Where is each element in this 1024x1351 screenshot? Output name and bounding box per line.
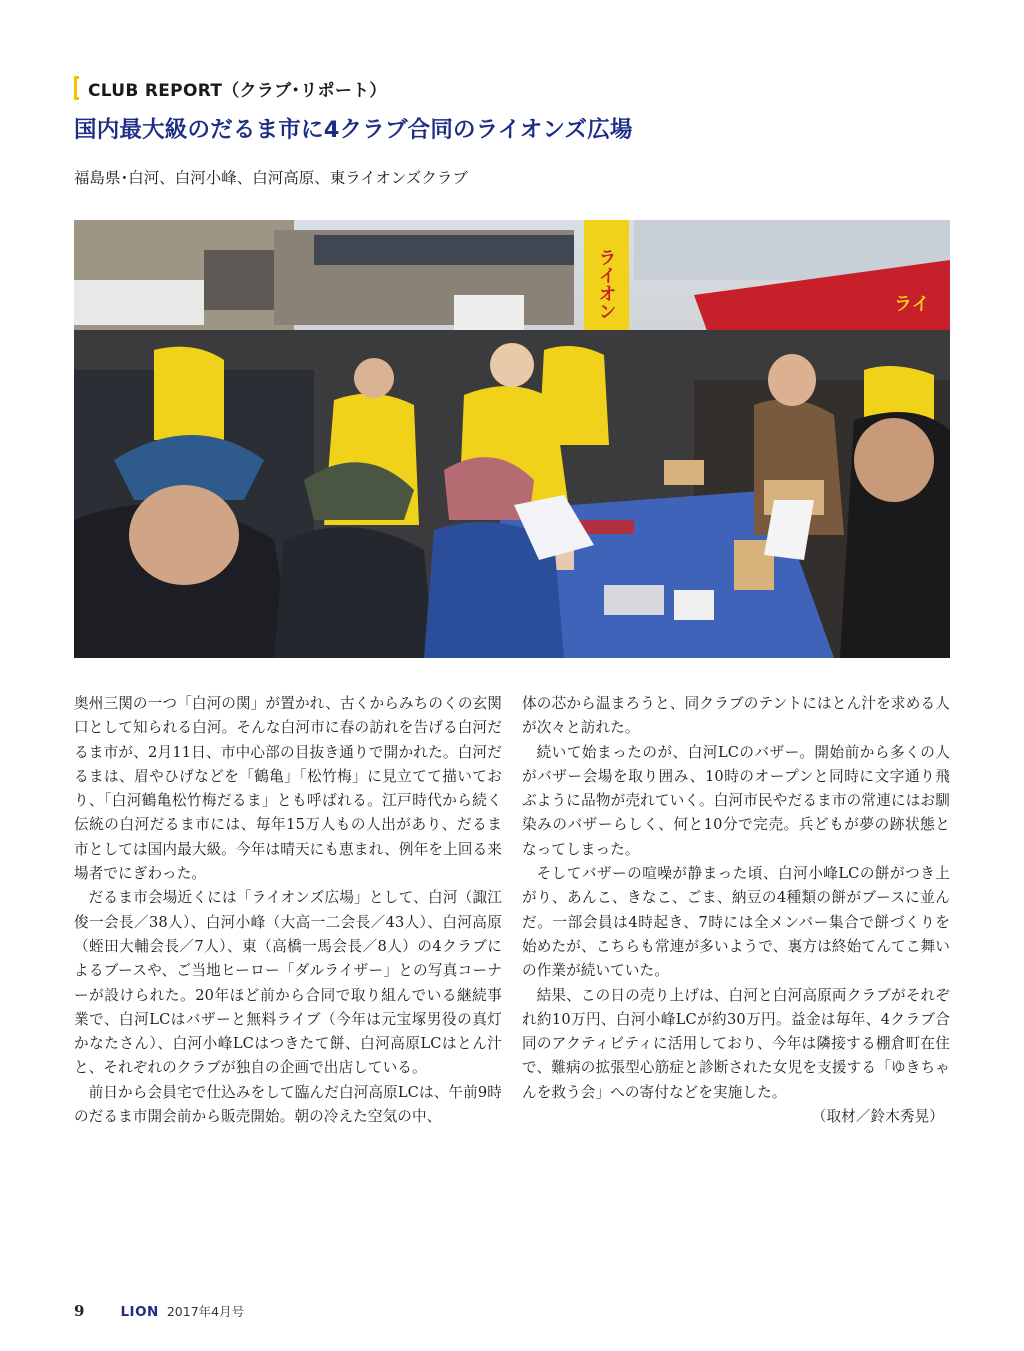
article-header <box>74 74 954 188</box>
photo-illustration <box>74 220 950 658</box>
issue-date: 2017年4月号 <box>166 1304 245 1319</box>
bracket-mark-icon <box>74 76 79 100</box>
article-left-column <box>74 692 502 1129</box>
article-photo <box>74 220 950 658</box>
paragraph: だるま市会場近くには「ライオンズ広場」として、白河（諏江俊一会長／38人）、白河小峰（大高一二会長／43人）、白河高原（蛭田大輔会長／7人）、東（高橋一馬会長／8人）の4クラブによるブースや、ご当地ヒーロー「ダルライザー」との写真コーナーが設けられた。20年ほど前から合同で取り組んでいる継続事業で、白河LCはバザーと無料ライブ（今年は元宝塚男役の真灯かなたさん）、白河小峰LCはつきたて餅、白河高原LCはとん汁と、それぞれのクラブが独自の企画で出店している。 <box>74 889 502 1077</box>
paragraph: 体の芯から温まろうと、同クラブのテントにはとん汁を求める人が次々と訪れた。 <box>522 695 950 737</box>
paragraph: 結果、この日の売り上げは、白河と白河高原両クラブがそれぞれ約10万円、白河小峰LCが約30万円。益金は毎年、4クラブ合同のアクティビティに活用しており、今年は隣接する棚倉町在住で、難病の拡張型心筋症と診断された女児を支援する「ゆきちゃんを救う会」への寄付などを実施した。 <box>522 986 950 1101</box>
paragraph: 奥州三関の一つ「白河の関」が置かれ、古くからみちのくの玄関口として知られる白河。そんな白河市に春の訪れを告げる白河だるま市が、2月11日、市中心部の目抜き通りで開かれた。白河だるまは、眉やひげなどを「鶴亀」「松竹梅」に見立てて描いており、「白河鶴亀松竹梅だるま」とも呼ばれる。江戸時代から続く伝統の白河だるま市には、毎年15万人もの人出があり、だるま市としては国内最大級。今年は晴天にも恵まれ、例年を上回る来場者でにぎわった。 <box>74 695 502 883</box>
section-label <box>74 74 954 102</box>
article-title: 国内最大級のだるま市に4クラブ合同のライオンズ広場 <box>74 117 633 143</box>
tent-text: ライ <box>894 294 930 315</box>
banner-text: ライオン <box>595 248 617 320</box>
paragraph: 前日から会員宅で仕込みをして臨んだ白河高原LCは、午前9時のだるま市開会前から販売開始。朝の冷えた空気の中、 <box>74 1083 502 1126</box>
paragraph: 続いて始まったのが、白河LCのバザー。開始前から多くの人がバザー会場を取り囲み、10時のオープンと同時に文字通り飛ぶように品物が売れていく。白河市民やだるま市の常連にはお馴染みのバザーらしく、何と10分で完売。兵どもが夢の跡状態となってしまった。 <box>522 743 950 858</box>
article-credit: （取材／鈴木秀晃） <box>811 1108 944 1126</box>
paragraph: そしてバザーの喧噪が静まった頃、白河小峰LCの餅がつき上がり、あんこ、きなこ、ごま、納豆の4種類の餅がブースに並んだ。一部会員は4時起き、7時には全メンバー集合で餅づくりを始めたが、こちらも常連が多いようで、裏方は終始てんてこ舞いの作業が続いていた。 <box>522 865 950 980</box>
lions-banner <box>584 220 629 330</box>
section-label-text: CLUB REPORT（クラブ･リポート） <box>88 80 387 101</box>
article-subtitle: 福島県･白河、白河小峰、白河高原、東ライオンズクラブ <box>74 169 468 187</box>
magazine-name: LION <box>120 1304 159 1320</box>
page-number: 9 <box>74 1302 85 1320</box>
article-right-column <box>522 692 950 1129</box>
page-footer <box>74 1302 244 1320</box>
